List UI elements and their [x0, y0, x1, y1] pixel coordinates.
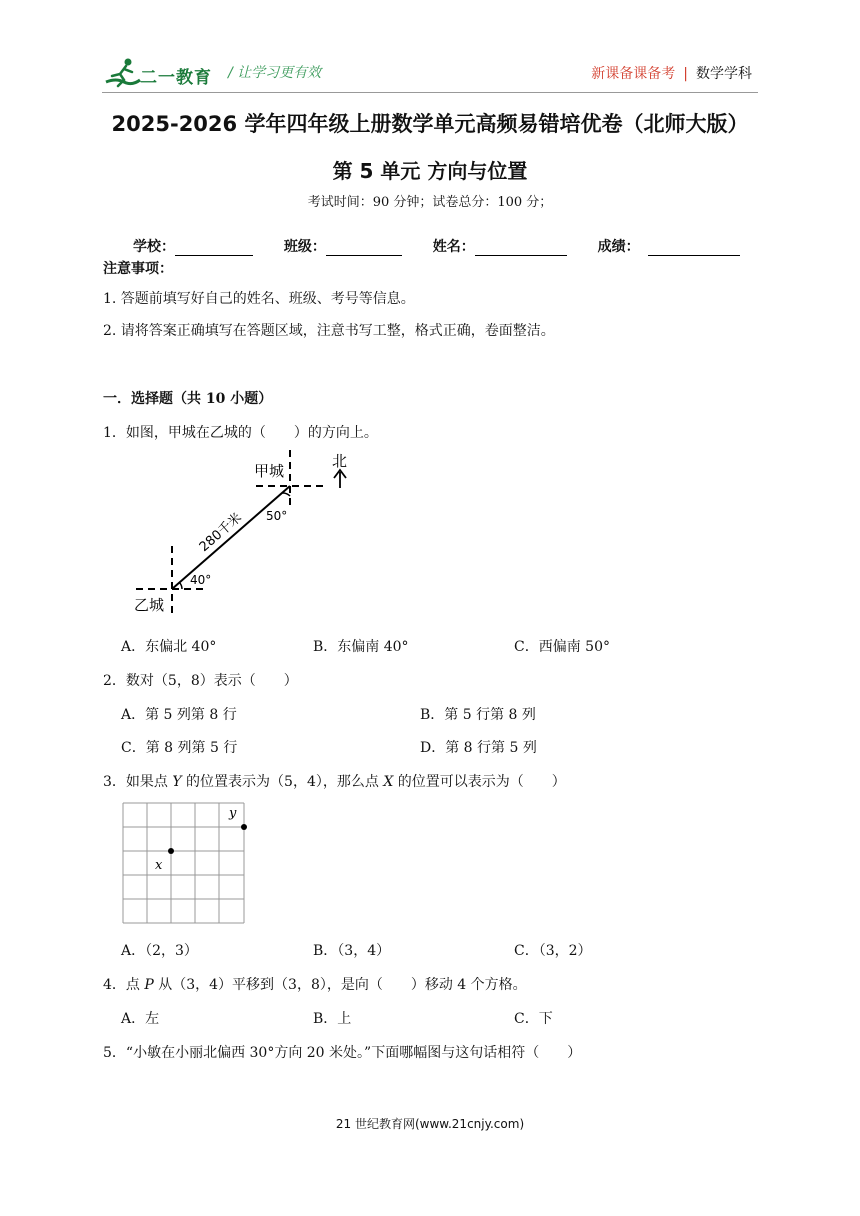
- stem-text: 3．如果点: [103, 774, 173, 790]
- footer: 21 世纪教育网(www.21cnjy.com): [335, 1117, 525, 1131]
- score-label: 成绩：: [597, 239, 640, 255]
- label-x: x: [155, 858, 163, 873]
- option[interactable]: D．第 8 行第 5 列: [420, 740, 537, 756]
- slogan: / 让学习更有效: [228, 65, 322, 81]
- label-jiacheng: 甲城: [254, 462, 285, 480]
- label-y: y: [229, 806, 237, 821]
- section-heading: 一．选择题（共 10 小题）: [103, 391, 273, 407]
- question-4-stem: [103, 974, 527, 994]
- point-y: [241, 824, 247, 830]
- option[interactable]: B．上: [313, 1011, 352, 1027]
- north-label: 北: [332, 452, 348, 470]
- question-5-stem: 5．“小敏在小丽北偏西 30°方向 20 米处。”下面哪幅图与这句话相符（ ）: [103, 1045, 582, 1061]
- student-fields: [133, 236, 766, 256]
- score-input[interactable]: [648, 241, 740, 256]
- name-input[interactable]: [475, 241, 567, 256]
- stem-var-p: P: [144, 977, 154, 993]
- option[interactable]: B．东偏南 40°: [313, 639, 409, 655]
- question-3-stem: [103, 771, 566, 791]
- option[interactable]: A．（2，3）: [121, 943, 198, 959]
- school-input[interactable]: [175, 241, 253, 256]
- logo-text: 二一教育: [140, 68, 212, 88]
- question-1-stem: 1．如图，甲城在乙城的（ ）的方向上。: [103, 425, 378, 441]
- option[interactable]: C．下: [514, 1011, 553, 1027]
- note-item: 1. 答题前填写好自己的姓名、班级、考号等信息。: [103, 291, 415, 307]
- option[interactable]: B．第 5 行第 8 列: [420, 707, 536, 723]
- direction-diagram: [130, 448, 360, 620]
- stem-var-y: Y: [172, 774, 182, 790]
- option[interactable]: A．左: [121, 1011, 160, 1027]
- school-label: 学校：: [133, 239, 175, 255]
- class-label: 班级：: [283, 239, 326, 255]
- question-2-stem: 2．数对（5，8）表示（ ）: [103, 673, 298, 689]
- exam-info: 考试时间：90 分钟；试卷总分：100 分；: [307, 195, 553, 210]
- option[interactable]: B．（3，4）: [313, 943, 391, 959]
- option[interactable]: C．第 8 列第 5 行: [121, 740, 238, 756]
- header-divider: [102, 92, 758, 93]
- runner-logo-icon: [102, 56, 142, 90]
- stem-text: 的位置可以表示为（ ）: [393, 774, 566, 790]
- stem-text: 从（3，4）平移到（3，8），是向（ ）移动 4 个方格。: [153, 977, 527, 993]
- page-title: 2025-2026 学年四年级上册数学单元高频易错培优卷（北师大版）: [111, 112, 749, 136]
- grid-diagram: [122, 802, 248, 926]
- header-tag: 新课备课备考: [591, 66, 676, 82]
- option[interactable]: C．西偏南 50°: [514, 639, 610, 655]
- point-x: [168, 848, 174, 854]
- header-right: [591, 63, 752, 83]
- stem-var-x: X: [383, 774, 394, 790]
- stem-text: 的位置表示为（5，4），那么点: [181, 774, 384, 790]
- name-label: 姓名：: [432, 239, 475, 255]
- option[interactable]: A．第 5 列第 8 行: [121, 707, 237, 723]
- unit-title: 第 5 单元 方向与位置: [332, 159, 528, 183]
- note-item: 2. 请将答案正确填写在答题区域，注意书写工整，格式正确，卷面整洁。: [103, 323, 555, 339]
- notes-heading: 注意事项：: [103, 261, 173, 277]
- stem-text: 4．点: [103, 977, 145, 993]
- option[interactable]: A．东偏北 40°: [121, 639, 217, 655]
- header-separator: |: [683, 66, 688, 82]
- header-subject: 数学学科: [696, 66, 752, 82]
- angle-bottom-label: 40°: [190, 573, 212, 587]
- angle-top-label: 50°: [266, 509, 288, 523]
- distance-label: 280千米: [196, 510, 245, 556]
- option[interactable]: C．（3，2）: [514, 943, 592, 959]
- class-input[interactable]: [326, 241, 402, 256]
- label-yicheng: 乙城: [134, 596, 165, 614]
